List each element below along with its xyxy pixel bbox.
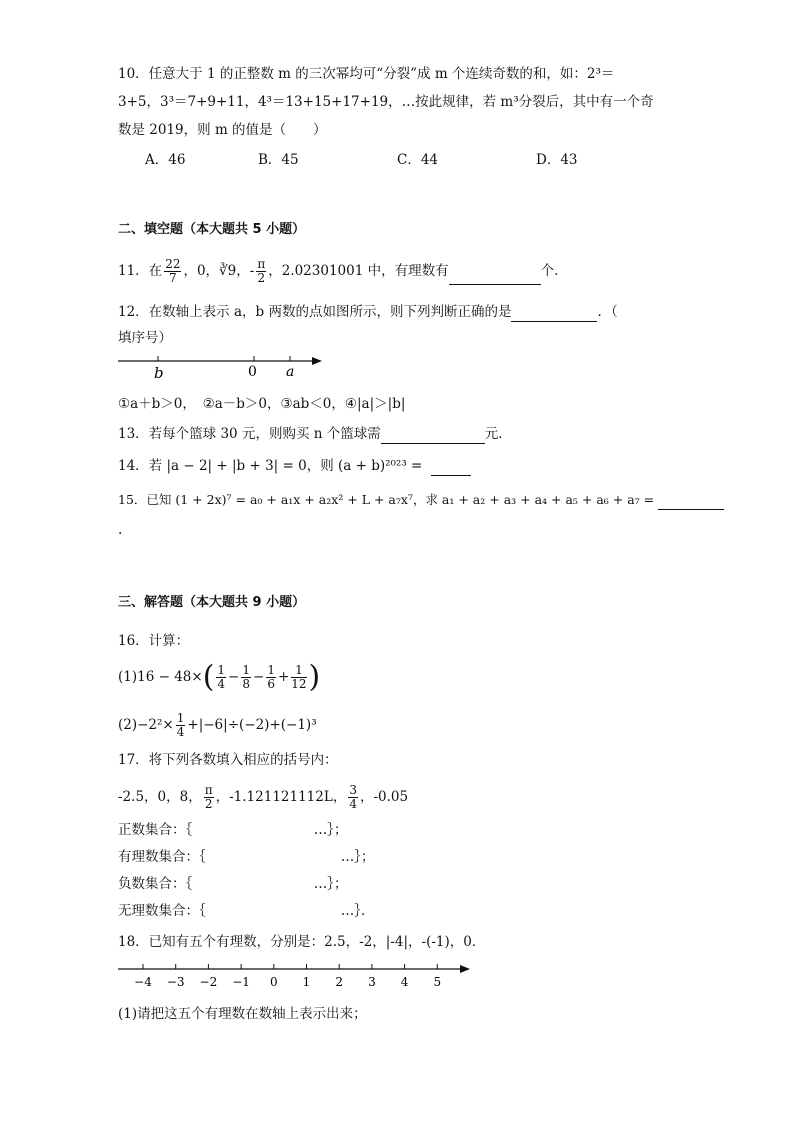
q16-part2 bbox=[118, 712, 317, 739]
q14 bbox=[118, 456, 471, 476]
q10-line1: 10．任意大于 1 的正整数 m 的三次幂均可“分裂”成 m 个连续奇数的和，如：2³＝ bbox=[118, 66, 615, 82]
axis-tick-label: 0 bbox=[269, 975, 278, 989]
q17-set-irrational: 无理数集合：｛ …｝． bbox=[118, 903, 375, 919]
q11-post: 个. bbox=[540, 263, 559, 279]
axis-tick-label: −2 bbox=[199, 975, 218, 989]
q13-answer-blank[interactable] bbox=[381, 443, 485, 444]
q12-number-line bbox=[118, 350, 328, 382]
q12-options: ①a＋b＞0， ②a－b＞0，③ab＜0，④|a|＞|b| bbox=[118, 396, 406, 412]
q13-post: 元． bbox=[484, 426, 512, 442]
q15-text: 15．已知 (1 + 2x)⁷ = a₀ + a₁x + a₂x² + L + a₇x⁷，求 a₁ + a₂ + a₃ + a₄ + a₅ + a₆ + a₇ = bbox=[118, 492, 655, 507]
axis-tick-label: −3 bbox=[166, 975, 185, 989]
q11-answer-blank[interactable] bbox=[449, 284, 541, 285]
q16-p2-frac: $\frac{1}{4}$ bbox=[176, 711, 185, 739]
axis-tick-label: −4 bbox=[134, 975, 152, 989]
axis-tick-label: 5 bbox=[433, 975, 442, 989]
q18-title: 18．已知有五个有理数，分别是：2.5，-2，|-4|，-(-1)，0． bbox=[118, 934, 486, 950]
q16-p1-frac1: $\frac{1}{4}$ bbox=[217, 663, 226, 691]
axis-tick-label: 3 bbox=[368, 975, 376, 989]
axis-tick-label: −1 bbox=[232, 975, 250, 989]
q18-number-line bbox=[118, 960, 478, 992]
q11 bbox=[118, 258, 558, 285]
q11-mid1: ，0，∛9，- bbox=[183, 263, 255, 279]
q12-text-post: ．（ bbox=[597, 304, 618, 320]
section2-heading: 二、填空题（本大题共 5 小题） bbox=[118, 222, 306, 237]
q17-title: 17．将下列各数填入相应的括号内： bbox=[118, 752, 338, 768]
q12-line2: 填序号） bbox=[118, 330, 172, 346]
q15-dot: . bbox=[118, 522, 123, 538]
q13 bbox=[118, 424, 512, 444]
arrow-icon bbox=[312, 357, 322, 365]
q15 bbox=[118, 490, 724, 510]
q18-part1: (1)请把这五个有理数在数轴上表示出来； bbox=[118, 1006, 367, 1022]
q16-title: 16．计算： bbox=[118, 633, 190, 649]
q17-numbers: -2.5，0，8， $\frac{\pi}{2}$ ，-1.121121112L， $\frac{3}{4}$ ，-0.05 bbox=[118, 783, 409, 811]
q11-pre: 11．在 bbox=[118, 263, 163, 279]
axis-label-a: a bbox=[286, 364, 295, 380]
q10-option-c: C．44 bbox=[397, 152, 439, 168]
q17-frac-3-4: $\frac{3}{4}$ bbox=[349, 783, 357, 811]
q16-p1-frac2: $\frac{1}{8}$ bbox=[242, 663, 250, 691]
q17-set-negative: 负数集合：｛ …｝； bbox=[118, 876, 348, 892]
q16-part1: (1)16 − 48×( $\frac{1}{4}$ − $\frac{1}{8}$ − $\frac{1}{6}$ + $\frac{1}{12}$ ) bbox=[118, 659, 321, 695]
q10-option-d: D．43 bbox=[536, 152, 578, 168]
section3-heading: 三、解答题（本大题共 9 小题） bbox=[118, 595, 306, 610]
axis-tick-label: 2 bbox=[335, 975, 344, 989]
q16-p1-pre: (1)16 − 48× bbox=[118, 669, 203, 685]
q12-answer-blank[interactable] bbox=[511, 321, 597, 322]
axis-label-0: 0 bbox=[248, 364, 257, 380]
q11-frac2: $\frac{\pi}{2}$ bbox=[257, 257, 266, 285]
q11-mid2: ，2.02301001 中，有理数有 bbox=[268, 263, 449, 279]
axis-label-b: b bbox=[154, 364, 164, 382]
q12-text: 12．在数轴上表示 a，b 两数的点如图所示，则下列判断正确的是 bbox=[118, 304, 512, 320]
q10-line2: 3+5，3³＝7+9+11，4³＝13+15+17+19，…按此规律，若 m³分裂后，其中有一个奇 bbox=[118, 94, 654, 110]
q16-p2-post: +|−6|÷(−2)+(−1)³ bbox=[187, 717, 317, 733]
q10-line3: 数是 2019，则 m 的值是（ ） bbox=[118, 122, 327, 138]
q16-p2-pre: (2)−2²× bbox=[118, 717, 174, 733]
q10-option-b: B．45 bbox=[258, 152, 299, 168]
axis-tick-label: 1 bbox=[302, 975, 311, 989]
q11-frac1: $\frac{22}{7}$ bbox=[165, 257, 181, 285]
axis-tick-label: 4 bbox=[400, 975, 409, 989]
q14-answer-blank[interactable] bbox=[431, 475, 471, 476]
q17-set-positive: 正数集合：｛ …｝； bbox=[118, 822, 348, 838]
q13-text: 13．若每个篮球 30 元，则购买 n 个篮球需 bbox=[118, 426, 381, 442]
arrow-icon bbox=[460, 965, 470, 973]
q10-option-a: A．46 bbox=[145, 152, 186, 168]
q16-p1-frac4: $\frac{1}{12}$ bbox=[291, 663, 307, 691]
q12-line1 bbox=[118, 302, 618, 322]
q17-frac-pi: $\frac{\pi}{2}$ bbox=[204, 783, 213, 811]
q16-p1-frac3: $\frac{1}{6}$ bbox=[267, 663, 275, 691]
q14-text: 14．若 |a − 2| + |b + 3| = 0，则 (a + b)²⁰²³ = bbox=[118, 458, 423, 474]
q17-set-rational: 有理数集合：｛ …｝； bbox=[118, 849, 375, 865]
q15-answer-blank[interactable] bbox=[658, 509, 724, 510]
